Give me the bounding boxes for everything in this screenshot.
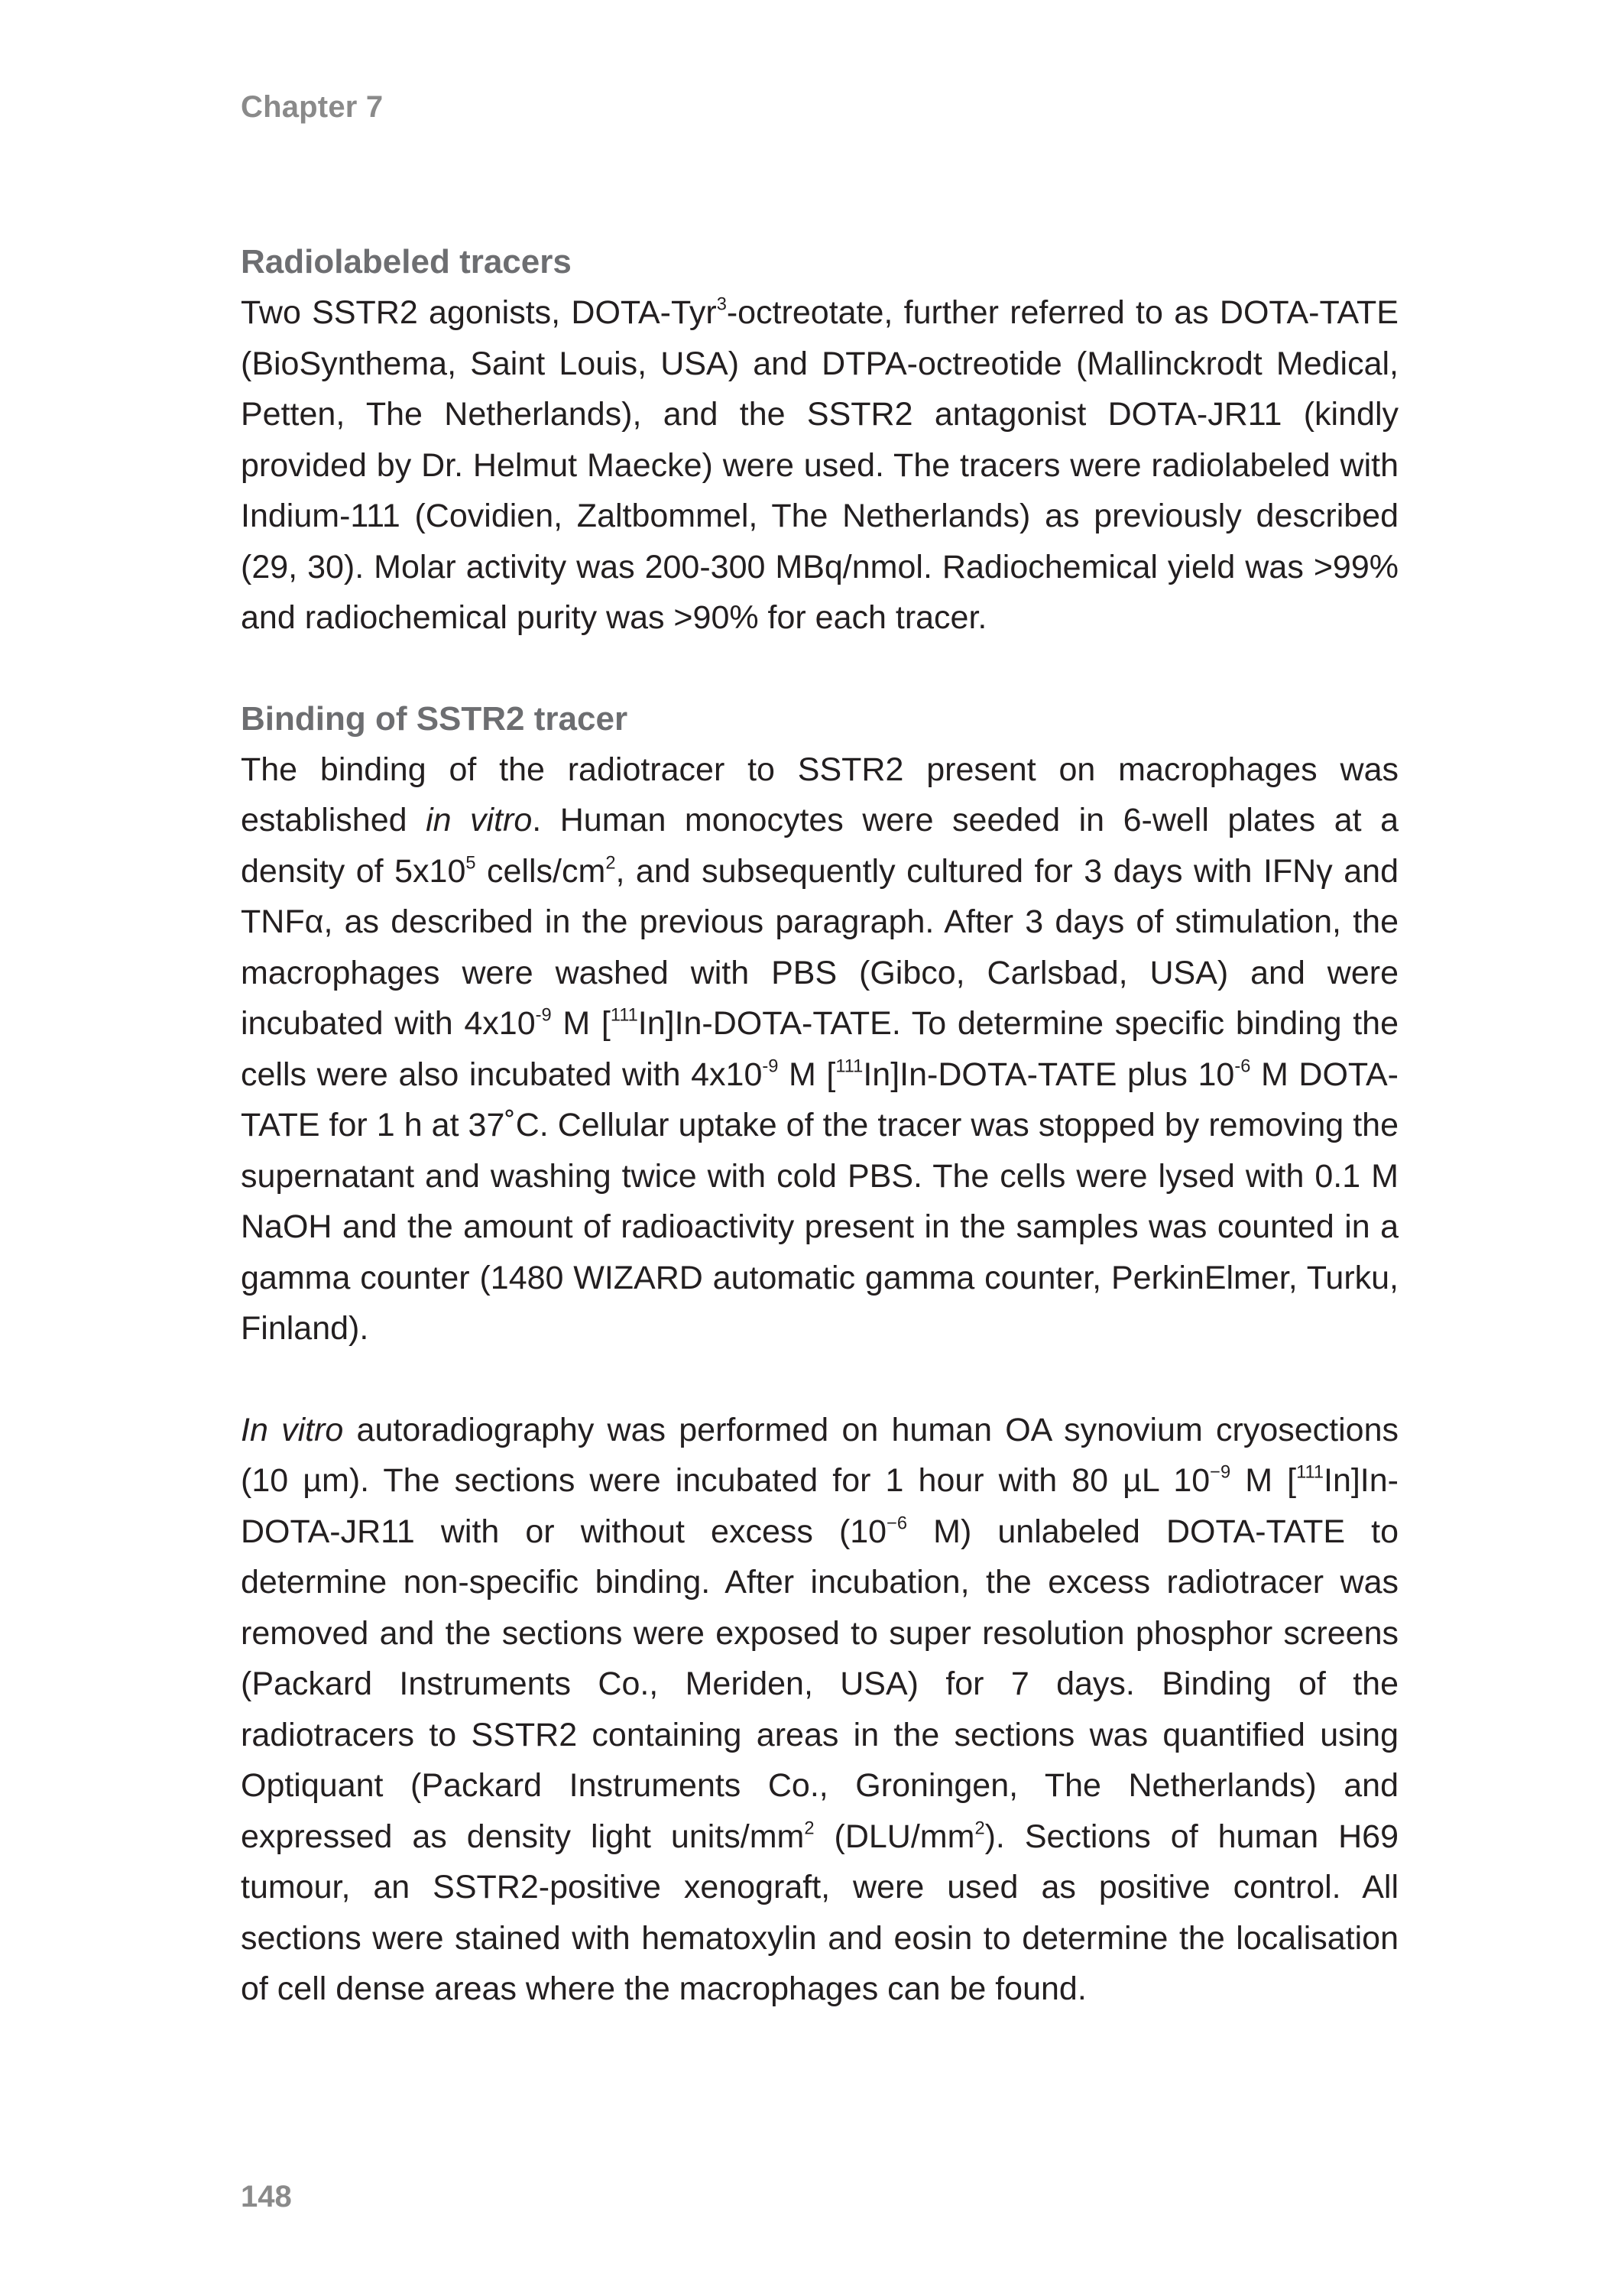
page-number: 148 <box>241 2180 292 2214</box>
paragraph-radiolabeled-tracers: Two SSTR2 agonists, DOTA-Tyr$^3$-octreotate, further referred to as DOTA-TATE (BioSynthema, Saint Louis, USA) and DTPA-octreotide (Mallinckrodt Medical, Petten, The Netherlands), and the SSTR2 antagonist DOTA-JR11 (kindly provided by Dr. Helmut Maecke) were used. The tracers were radiolabeled with Indium-111 (Covidien, Zaltbommel, The Netherlands) as previously described (29, 30). Molar activity was 200-300 MBq/nmol. Radiochemical yield was >99% and radiochemical purity was >90% for each tracer. <box>241 294 1399 636</box>
section-heading-radiolabeled-tracers: Radiolabeled tracers <box>241 243 572 281</box>
paragraph-autoradiography: In vitro autoradiography was performed on human OA synovium cryosections (10 µm). The sections were incubated for 1 hour with 80 µL $10^{-9}$ M [$^{111}$In]In-DOTA-JR11 with or without excess ($10^{-6}$ M) unlabeled DOTA-TATE to determine non-specific binding. After incubation, the excess radiotracer was removed and the sections were exposed to super resolution phosphor screens (Packard Instruments Co., Meriden, USA) for 7 days. Binding of the radiotracers to SSTR2 containing areas in the sections was quantified using Optiquant (Packard Instruments Co., Groningen, The Netherlands) and expressed as density light units/$mm^2$ $(DLU/mm^2)$. Sections of human H69 tumour, an SSTR2-positive xenograft, were used as positive control. All sections were stained with hematoxylin and eosin to determine the localisation of cell dense areas where the macrophages can be found. <box>241 1411 1399 2007</box>
paragraph-binding-sstr2: The binding of the radiotracer to SSTR2 present on macrophages was established in vitro. Human monocytes were seeded in 6-well plates at a density of $5x10^5$ cells/$cm^2$, and subsequently cultured for 3 days with IFNγ and TNFα, as described in the previous paragraph. After 3 days of stimulation, the macrophages were washed with PBS (Gibco, Carlsbad, USA) and were incubated with $4x10^{-9}$ M [$^{111}$In]In-DOTA-TATE. To determine specific binding the cells were also incubated with $4x10^{-9}$ M [$^{111}$In]In-DOTA-TATE plus $10^{-6}$ M DOTA-TATE for 1 h at 37˚C. Cellular uptake of the tracer was stopped by removing the supernatant and washing twice with cold PBS. The cells were lysed with 0.1 M NaOH and the amount of radioactivity present in the samples was counted in a gamma counter (1480 WIZARD automatic gamma counter, PerkinElmer, Turku, Finland). <box>241 751 1399 1347</box>
chapter-header: Chapter 7 <box>241 90 384 124</box>
page-content <box>241 237 1399 2015</box>
section-heading-binding-sstr2: Binding of SSTR2 tracer <box>241 699 628 738</box>
